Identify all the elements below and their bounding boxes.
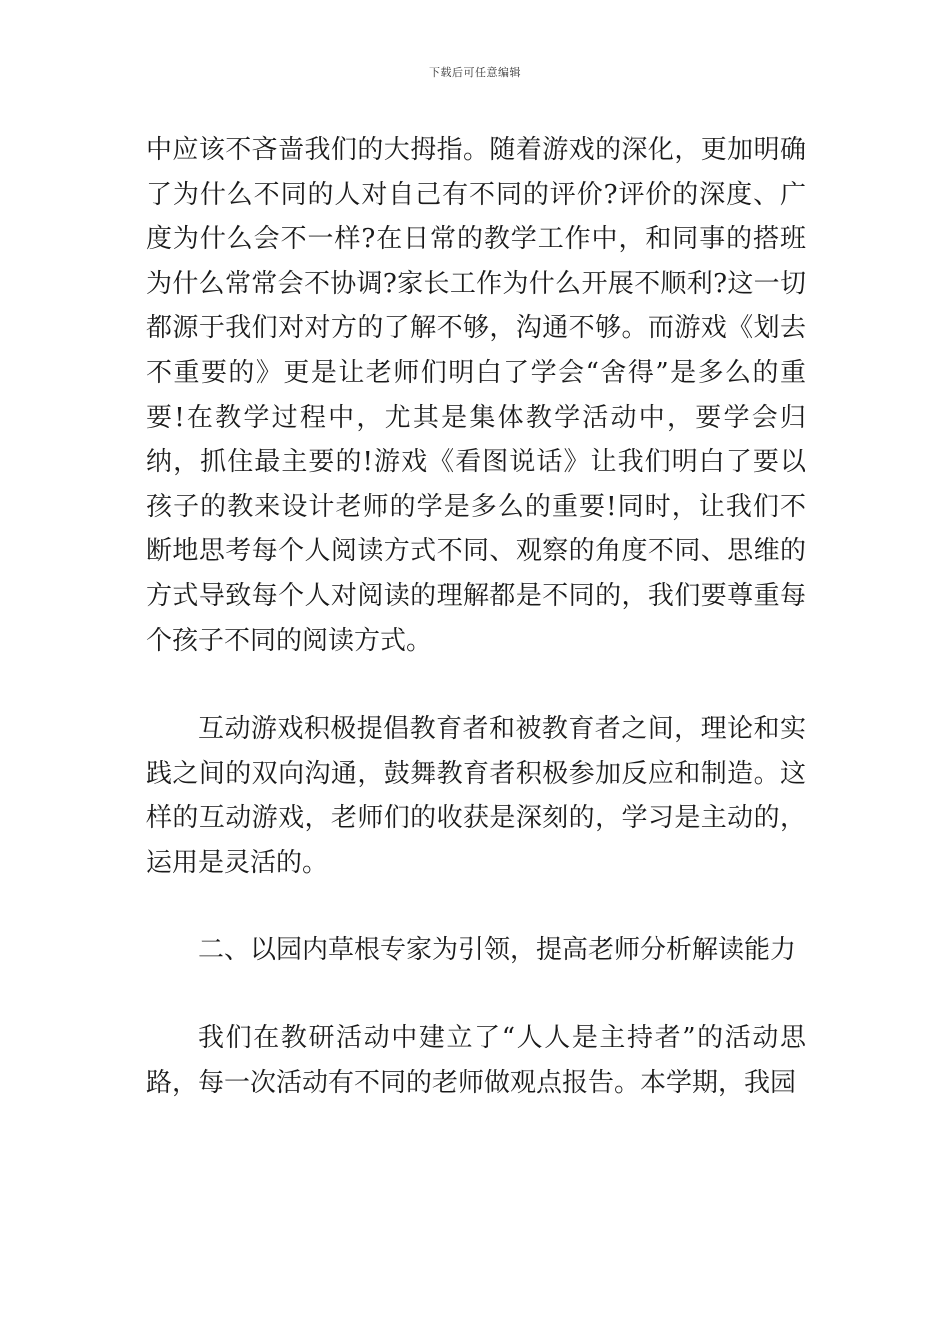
page-header: 下载后可任意编辑	[429, 66, 521, 79]
document-body	[146, 128, 806, 1105]
paragraph-research-activity: 我们在教研活动中建立了“人人是主持者”的活动思路，每一次活动有不同的老师做观点报告。本学期，我园	[146, 1023, 806, 1098]
section-heading: 二、以园内草根专家为引领，提高老师分析解读能力	[198, 934, 797, 965]
paragraph-interactive-games: 互动游戏积极提倡教育者和被教育者之间，理论和实践之间的双向沟通，鼓舞教育者积极参加反应和制造。这样的互动游戏，老师们的收获是深刻的，学习是主动的，运用是灵活的。	[146, 714, 806, 878]
paragraph-continuation: 中应该不吝啬我们的大拇指。随着游戏的深化，更加明确了为什么不同的人对自己有不同的评价?评价的深度、广度为什么会不一样?在日常的教学工作中，和同事的搭班为什么常常会不协调?家长工作为什么开展不顺利?这一切都源于我们对对方的了解不够，沟通不够。而游戏《划去不重要的》更是让老师们明白了学会“舍得”是多么的重要!在教学过程中，尤其是集体教学活动中，要学会归纳，抓住最主要的!游戏《看图说话》让我们明白了要以孩子的教来设计老师的学是多么的重要!同时，让我们不断地思考每个人阅读方式不同、观察的角度不同、思维的方式导致每个人对阅读的理解都是不同的，我们要尊重每个孩子不同的阅读方式。	[146, 135, 806, 656]
